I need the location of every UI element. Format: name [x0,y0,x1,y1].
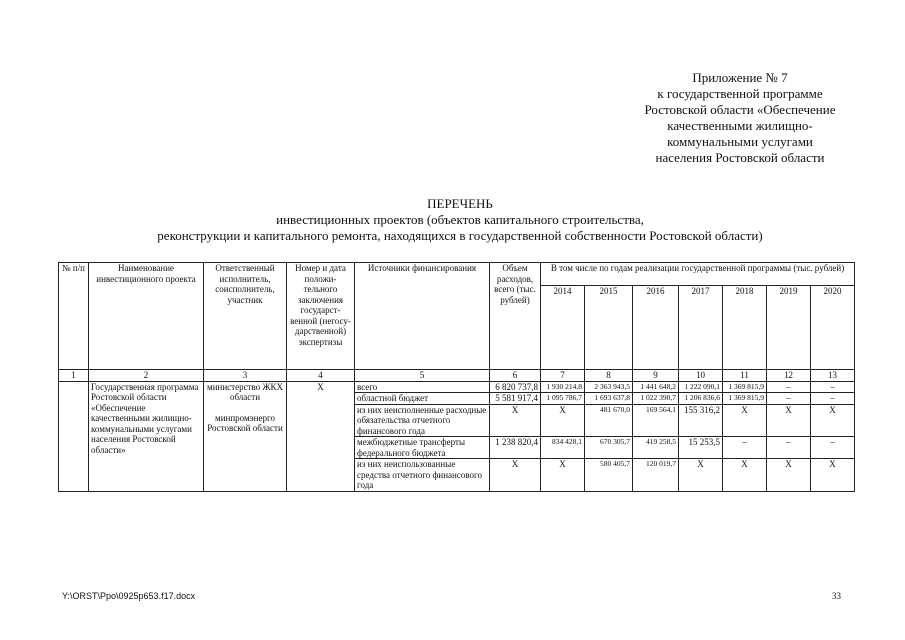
header-year: 2016 [633,286,679,370]
project-expertise: Х [287,381,355,491]
project-participant: минпромэнерго Ростовской области [207,412,283,433]
row-year-value: 1 022 390,7 [633,393,679,405]
col-number: 8 [585,370,633,382]
row-year-value: 1 095 786,7 [541,393,585,405]
appendix-line: к государственной программе [657,86,823,101]
header-years-group: В том числе по годам реализации государственной программы (тыс. рублей) [541,263,855,286]
col-number: 12 [767,370,811,382]
row-year-value: 1 693 637,8 [585,393,633,405]
row-year-value: Х [811,459,855,492]
row-year-value: 1 222 090,1 [679,381,723,393]
row-year-value: 15 253,5 [679,437,723,459]
row-year-value: 2 363 943,5 [585,381,633,393]
row-year-value: – [811,437,855,459]
col-number: 10 [679,370,723,382]
row-year-value: Х [811,404,855,437]
row-source: из них неиспользованные средства отчетного финансового года [355,459,490,492]
header-year: 2020 [811,286,855,370]
appendix-line: населения Ростовской области [655,150,825,165]
row-year-value: 580 405,7 [585,459,633,492]
row-year-value: 1 206 836,6 [679,393,723,405]
row-source: всего [355,381,490,393]
header-sources: Источники финансирования [355,263,490,370]
row-year-value: 670 305,7 [585,437,633,459]
row-year-value: – [811,393,855,405]
header-total: Объем расходов, всего (тыс. рублей) [490,263,541,370]
row-year-value: – [767,381,811,393]
footer-file-path: Y:\ORST\Ppo\0925p653.f17.docx [62,591,196,601]
row-year-value: 120 019,7 [633,459,679,492]
header-year: 2019 [767,286,811,370]
header-year: 2014 [541,286,585,370]
row-total: 5 581 917,4 [490,393,541,405]
row-year-value: Х [767,459,811,492]
project-responsible-cell [204,381,287,491]
footer-page-number: 33 [832,591,841,601]
header-expertise: Номер и дата положи-тельного заключения государст-венной (негосу-дарственной) экспертизы [287,263,355,370]
header-year: 2018 [723,286,767,370]
header-num: № п/п [59,263,89,370]
row-year-value: 1 441 648,2 [633,381,679,393]
col-number: 4 [287,370,355,382]
project-responsible: министерство ЖКХ области [207,381,283,402]
row-year-value: – [723,437,767,459]
row-year-value: Х [723,459,767,492]
project-name: Государственная программа Ростовской области «Обеспечение качественными жилищно-коммунальными услугами населения Ростовской области» [89,381,204,491]
row-year-value: Х [679,459,723,492]
row-year-value: Х [723,404,767,437]
row-year-value: – [811,381,855,393]
project-num-cell [59,381,89,491]
row-year-value: 834 428,1 [541,437,585,459]
row-year-value: 419 258,5 [633,437,679,459]
header-year: 2015 [585,286,633,370]
row-year-value: 1 369 815,9 [723,381,767,393]
col-number: 9 [633,370,679,382]
col-number: 13 [811,370,855,382]
col-number: 2 [89,370,204,382]
row-year-value: 1 369 815,9 [723,393,767,405]
investment-projects-table [58,262,855,492]
row-year-value: Х [541,404,585,437]
header-responsible: Ответственный исполнитель, соисполнитель, участник [204,263,287,370]
row-source: из них неисполненные расходные обязательства отчетного финансового года [355,404,490,437]
row-source: межбюджетные трансферты федерального бюджета [355,437,490,459]
table-row [59,381,855,393]
row-source: областной бюджет [355,393,490,405]
row-total: 6 820 737,8 [490,381,541,393]
row-total: Х [490,404,541,437]
row-year-value: 169 564,1 [633,404,679,437]
title-line-1: ПЕРЕЧЕНЬ [427,196,493,211]
col-number: 7 [541,370,585,382]
header-row [59,263,855,286]
col-number: 6 [490,370,541,382]
row-year-value: 155 316,2 [679,404,723,437]
header-name: Наименование инвестиционного проекта [89,263,204,370]
col-number: 5 [355,370,490,382]
appendix-line: коммунальными услугами [667,134,813,149]
row-total: Х [490,459,541,492]
appendix-block [600,70,880,166]
row-year-value: 481 670,0 [585,404,633,437]
document-title [60,196,860,244]
title-line-3: реконструкции и капитального ремонта, находящихся в государственной собственности Ростовской области) [157,228,763,243]
appendix-line: качественными жилищно- [667,118,813,133]
row-year-value: Х [767,404,811,437]
appendix-line: Ростовской области «Обеспечение [644,102,836,117]
col-number: 1 [59,370,89,382]
row-year-value: 1 930 214,8 [541,381,585,393]
col-number: 11 [723,370,767,382]
row-total: 1 238 820,4 [490,437,541,459]
appendix-line: Приложение № 7 [692,70,788,85]
row-year-value: Х [541,459,585,492]
column-numbers-row [59,370,855,382]
col-number: 3 [204,370,287,382]
row-year-value: – [767,393,811,405]
header-year: 2017 [679,286,723,370]
title-line-2: инвестиционных проектов (объектов капитального строительства, [276,212,644,227]
row-year-value: – [767,437,811,459]
